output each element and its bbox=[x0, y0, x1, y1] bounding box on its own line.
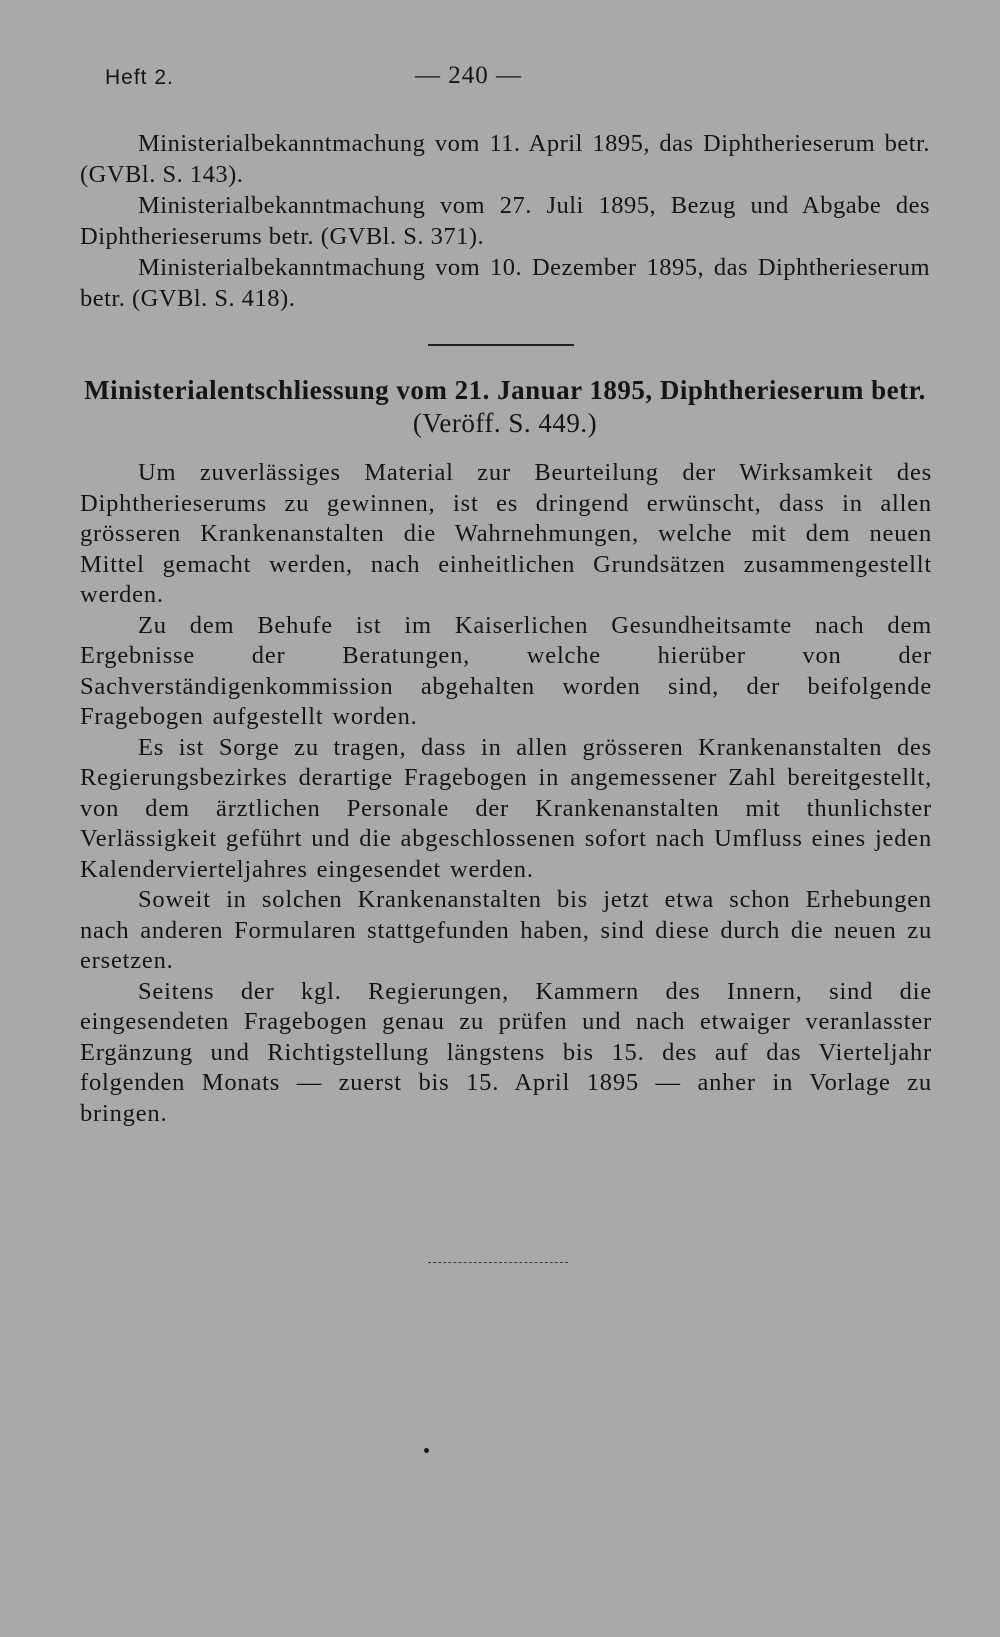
paragraph: Zu dem Behufe ist im Kaiserlichen Gesundheitsamte nach dem Ergebnisse der Beratungen, welche hierüber von der Sachverständigenkommission abgehalten worden sind, der beifolgende Fragebogen aufgestellt worden. bbox=[80, 611, 932, 730]
reference-item: Ministerialbekanntmachung vom 10. Dezember 1895, das Diphtherieserum betr. (GVBl. S. 418). bbox=[80, 254, 930, 312]
ink-dot bbox=[424, 1448, 429, 1453]
issue-label: Heft 2. bbox=[105, 66, 174, 89]
page-number: — 240 — bbox=[415, 62, 522, 89]
body-text bbox=[80, 458, 932, 1129]
end-divider bbox=[428, 1262, 568, 1263]
reference-item: Ministerialbekanntmachung vom 11. April 1895, das Diphtherieserum betr. (GVBl. S. 143). bbox=[80, 130, 930, 188]
paragraph: Seitens der kgl. Regierungen, Kammern des Innern, sind die eingesendeten Fragebogen genau zu prüfen und nach etwaiger veranlasster Ergänzung und Richtigstellung längstens bis 15. des auf das Vierteljahr folgenden Monats — zuerst bis 15. April 1895 — anher in Vorlage zu bringen. bbox=[80, 977, 932, 1127]
reference-item: Ministerialbekanntmachung vom 27. Juli 1895, Bezug und Abgabe des Diphtherieserums betr. (GVBl. S. 371). bbox=[80, 192, 930, 250]
section-title: Ministerialentschliessung vom 21. Januar 1895, Diphtherieserum betr. bbox=[84, 375, 926, 405]
section-heading bbox=[80, 374, 930, 440]
reference-list bbox=[80, 128, 930, 314]
section-divider bbox=[428, 344, 574, 346]
running-head bbox=[105, 62, 925, 102]
paragraph: Soweit in solchen Krankenanstalten bis jetzt etwa schon Erhebungen nach anderen Formularen stattgefunden haben, sind diese durch die neuen zu ersetzen. bbox=[80, 886, 932, 974]
section-source: (Veröff. S. 449.) bbox=[412, 408, 598, 438]
paragraph: Es ist Sorge zu tragen, dass in allen grösseren Krankenanstalten des Regierungsbezirkes derartige Fragebogen in angemessener Zahl bereitgestellt, von dem ärztlichen Personale der Krankenanstalten mit thunlichster Verlässigkeit geführt und die abgeschlossenen sofort nach Umfluss eines jeden Kalendervierteljahres eingesendet werden. bbox=[80, 733, 932, 883]
paragraph: Um zuverlässiges Material zur Beurteilung der Wirksamkeit des Diphtherieserums zu gewinnen, ist es dringend erwünscht, dass in allen grösseren Krankenanstalten die Wahrnehmungen, welche mit dem neuen Mittel gemacht werden, nach einheitlichen Grundsätzen zusammengestellt werden. bbox=[80, 459, 932, 608]
